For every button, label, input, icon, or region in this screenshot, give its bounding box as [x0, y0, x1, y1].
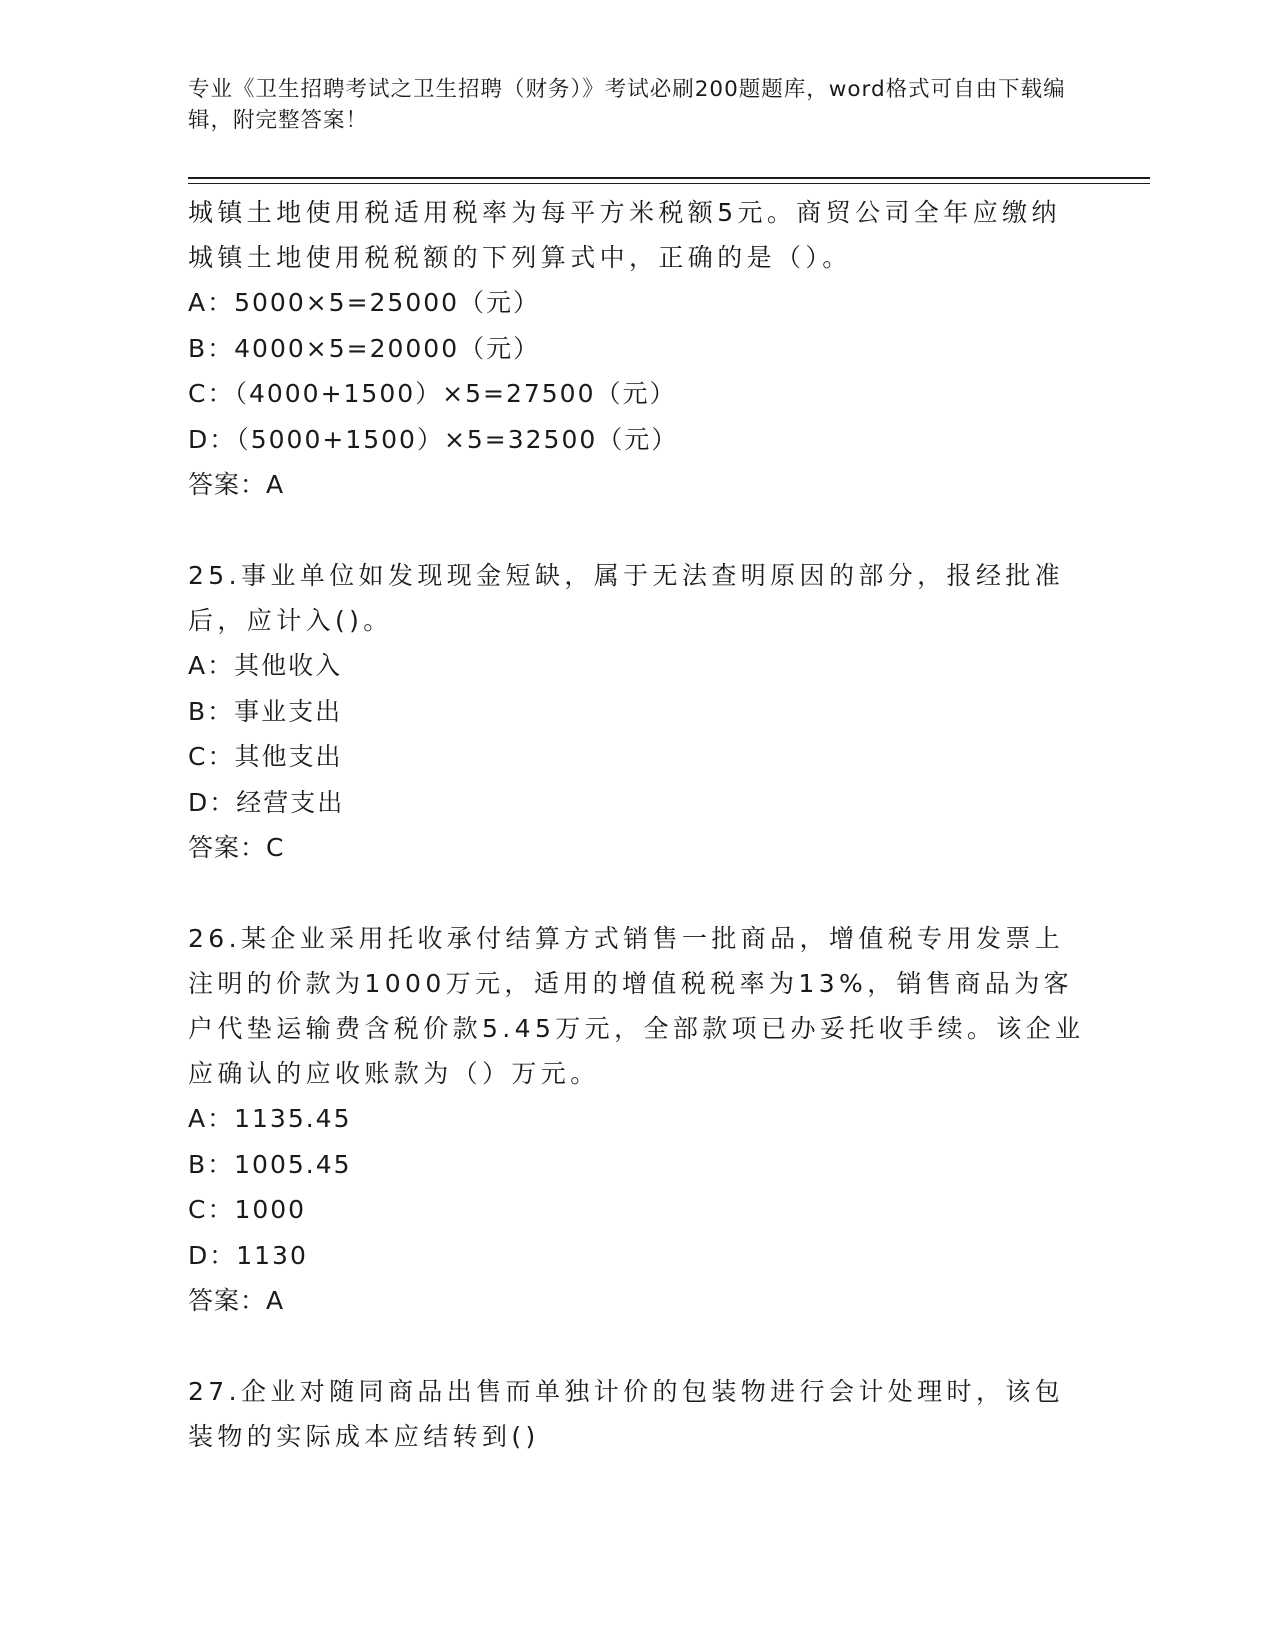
- option-d: D：（5000+1500）×5=32500（元）: [188, 424, 679, 454]
- answer: 答案：C: [188, 833, 285, 862]
- option-c: C：1000: [188, 1195, 307, 1224]
- option-a: A：其他收入: [188, 651, 343, 680]
- option-b: B：4000×5=20000（元）: [188, 333, 541, 363]
- option-b: B：1005.45: [188, 1149, 352, 1179]
- document-header: 专业《卫生招聘考试之卫生招聘（财务）》考试必刷200题题库，word格式可自由下载编辑，附完整答案！: [188, 77, 1066, 133]
- question-text: 27.企业对随同商品出售而单独计价的包装物进行会计处理时，该包装物的实际成本应结转到(): [188, 1377, 1065, 1451]
- question-block-24: [188, 190, 1088, 507]
- question-block-25: [188, 553, 1088, 870]
- option-a: A：5000×5=25000（元）: [188, 288, 541, 317]
- option-b: B：事业支出: [188, 696, 343, 726]
- question-text: 26.某企业采用托收承付结算方式销售一批商品，增值税专用发票上注明的价款为1000万元，适用的增值税税率为13%，销售商品为客户代垫运输费含税价款5.45万元，全部款项已办妥托收手续。该企业应确认的应收账款为（）万元。: [188, 924, 1085, 1088]
- option-c: C：其他支出: [188, 742, 343, 771]
- question-text: 25.事业单位如发现现金短缺，属于无法查明原因的部分，报经批准后，应计入()。: [188, 561, 1065, 635]
- question-block-27: [188, 1369, 1088, 1459]
- header-rule-thin: [188, 183, 1150, 184]
- option-d: D：1130: [188, 1240, 308, 1270]
- header-rule-thick: [188, 177, 1150, 179]
- option-d: D：经营支出: [188, 787, 345, 817]
- question-list: [188, 190, 1088, 1459]
- option-c: C：（4000+1500）×5=27500（元）: [188, 379, 677, 408]
- answer: 答案：A: [188, 470, 285, 499]
- question-block-26: [188, 916, 1088, 1323]
- option-a: A：1135.45: [188, 1104, 352, 1133]
- answer: 答案：A: [188, 1286, 285, 1315]
- question-text: 城镇土地使用税适用税率为每平方米税额5元。商贸公司全年应缴纳城镇土地使用税税额的下列算式中，正确的是（）。: [188, 198, 1061, 272]
